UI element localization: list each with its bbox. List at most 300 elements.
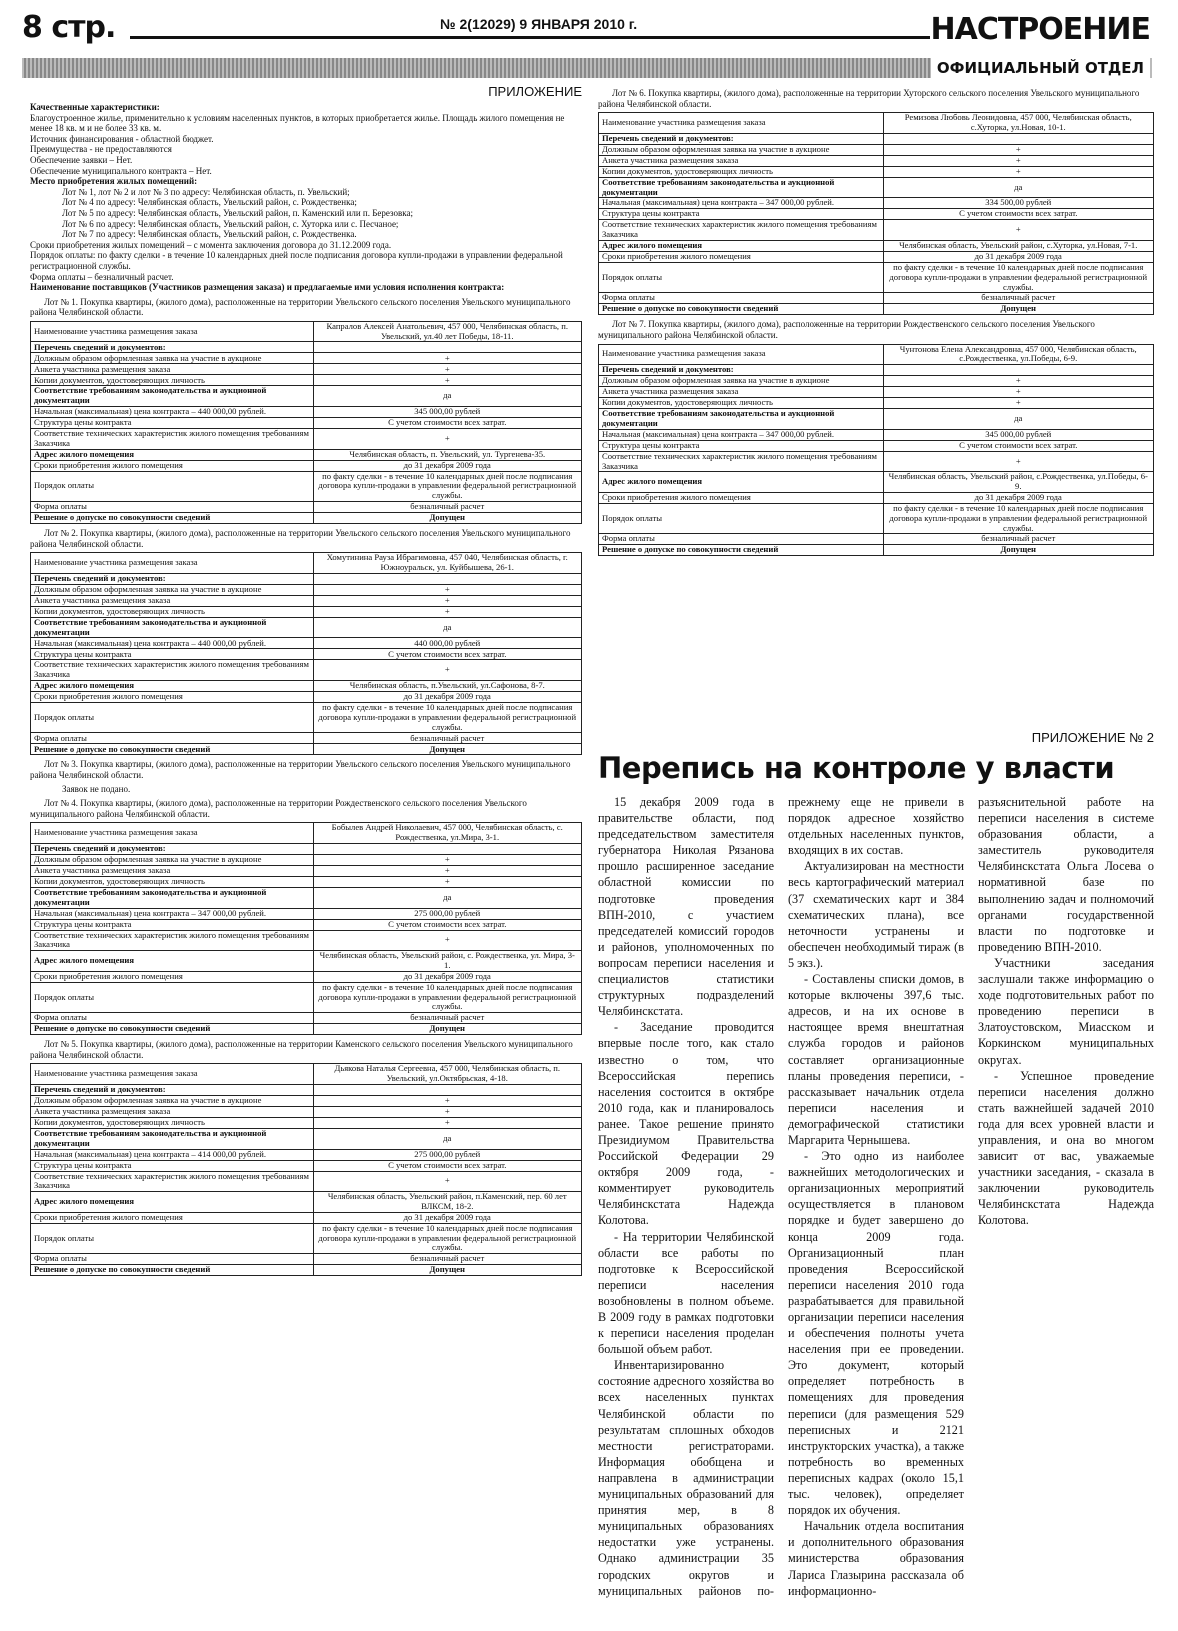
lot-cell-label: Копии документов, удостоверяющих личность <box>599 166 884 177</box>
lot-cell-value: безналичный расчет <box>313 733 582 744</box>
lot-cell-value: Допущен <box>313 1024 582 1035</box>
lot-row <box>31 418 582 429</box>
lot-cell-label: Начальная (максимальная) цена контракта – 414 000,00 рублей. <box>31 1149 314 1160</box>
lot-row <box>599 251 1154 262</box>
lot-row <box>31 638 582 649</box>
lot-row <box>31 502 582 513</box>
quality-text: Благоустроенное жилье, применительно к условиям населенных пунктов, в которых приобретается жилье. Площадь жилого помещения не менее 18 кв. м и не более 33 кв. м. <box>30 112 565 134</box>
funding-text: Источник финансирования - областной бюджет. <box>30 133 214 144</box>
lot-cell-value: + <box>313 353 582 364</box>
header-rule <box>130 36 930 39</box>
lot-cell-label: Соответствие технических характеристик жилого помещения требованиям Заказчика <box>31 660 314 681</box>
lot-cell-value: + <box>883 155 1154 166</box>
lot-cell-value: до 31 декабря 2009 года <box>313 692 582 703</box>
lot-block <box>30 528 582 755</box>
lot-row <box>599 209 1154 220</box>
lot-row <box>599 144 1154 155</box>
place-title: Место приобретения жилых помещений: <box>30 176 198 187</box>
lot-cell-value: С учетом стоимости всех затрат. <box>313 1160 582 1171</box>
bid-security-text: Обеспечение заявки – Нет. <box>30 154 133 165</box>
lot-row <box>599 177 1154 198</box>
lot-cell-label: Соответствие требованиям законодательства и аукционной документации <box>31 1128 314 1149</box>
lot-row <box>31 1095 582 1106</box>
page-number: 8 стр. <box>22 10 116 45</box>
lot-cell-value: до 31 декабря 2009 года <box>883 251 1154 262</box>
lot-cell-label: Соответствие технических характеристик жилого помещения требованиям Заказчика <box>599 220 884 241</box>
lot-cell-label: Сроки приобретения жилого помещения <box>599 492 884 503</box>
lot-cell-label: Порядок оплаты <box>599 262 884 292</box>
lot-cell-value: + <box>883 398 1154 409</box>
lot-row <box>31 744 582 755</box>
lot-table <box>30 552 582 755</box>
lot-cell-label: Копии документов, удостоверяющих личность <box>31 375 314 386</box>
lot-row <box>31 1160 582 1171</box>
lot-row <box>599 492 1154 503</box>
lot-cell-label: Соответствие требованиям законодательства и аукционной документации <box>599 177 884 198</box>
lot-row <box>31 1084 582 1095</box>
lot-row <box>31 429 582 450</box>
appendix-left-column <box>30 84 582 1626</box>
article-paragraph: Начальник отдела воспитания и дополнительного образования министерства образования Лариса Глазырина рассказала об информационно-разъяснительной работе на переписи населения в системе образования области, а заместитель руководителя Челябинскстата Ольга Лосева о нормативной базе по выполнению задач и полномочий органами государственной власти по подготовке и проведению ВПН-2010. <box>788 795 1154 1598</box>
lot-row <box>31 930 582 951</box>
lot-cell-label: Должным образом оформленная заявка на участие в аукционе <box>31 353 314 364</box>
lot-row <box>31 449 582 460</box>
lot-row <box>31 573 582 584</box>
article-paragraph: - Составлены списки домов, в которые включены 397,6 тыс. адресов, и на их основе в настоящее время внештатная служба городов и районов составляет организационные планы проведения переписи, - рассказывает начальник отдела переписи населения и демографической статистики Маргарита Чернышева. <box>788 972 964 1147</box>
article-paragraph: - На территории Челябинской области все работы по подготовке к Всероссийской переписи населения возобновлены в полном объеме. В 2009 году в рамках подготовки к переписи населения проделан большой объем работ. <box>598 1229 774 1357</box>
lot-cell-value: Допущен <box>313 744 582 755</box>
lot-row <box>31 971 582 982</box>
lot-cell-value: по факту сделки - в течение 10 календарных дней после подписания договора купли-продажи в управлении федеральной регистрационной службы. <box>313 471 582 501</box>
lot-cell-label: Соответствие требованиям законодательства и аукционной документации <box>599 409 884 430</box>
lot-cell-value: до 31 декабря 2009 года <box>883 492 1154 503</box>
lot-row <box>599 451 1154 472</box>
lot-row <box>31 876 582 887</box>
lot-row <box>31 595 582 606</box>
lot3-status: Заявок не подано. <box>62 783 131 794</box>
lot-cell-value: 275 000,00 рублей <box>313 908 582 919</box>
lot-row <box>31 908 582 919</box>
lot-cell-value: + <box>313 429 582 450</box>
appendix2-label: ПРИЛОЖЕНИЕ № 2 <box>1031 730 1154 745</box>
lot-cell-label: Сроки приобретения жилого помещения <box>31 460 314 471</box>
lot-cell-label: Структура цены контракта <box>599 440 884 451</box>
lot-cell-label: Структура цены контракта <box>599 209 884 220</box>
lot-cell-label: Порядок оплаты <box>31 1223 314 1253</box>
lot-row <box>599 409 1154 430</box>
lot-block <box>30 798 582 1035</box>
lot-table <box>598 344 1154 557</box>
lot-cell-label: Начальная (максимальная) цена контракта – 440 000,00 рублей. <box>31 638 314 649</box>
lot-row <box>599 220 1154 241</box>
lot-block <box>30 297 582 524</box>
lot-row <box>31 1106 582 1117</box>
lot-cell-value: до 31 декабря 2009 года <box>313 460 582 471</box>
lot-cell-value: 345 000,00 рублей <box>313 407 582 418</box>
privileges-text: Преимущества - не предоставляются <box>30 144 172 155</box>
lot-table <box>598 112 1154 315</box>
lot-cell-value: С учетом стоимости всех затрат. <box>883 209 1154 220</box>
lot-row <box>599 387 1154 398</box>
lot-cell-value: С учетом стоимости всех затрат. <box>313 649 582 660</box>
article-paragraph: Актуализирован на местности весь картографический материал (37 схематических карт и 384 схематических плана), все неточности устранены и обеспечен необходимый тираж (в 5 экз.). <box>788 859 964 970</box>
lot-row <box>31 553 582 574</box>
lot-cell-value: безналичный расчет <box>313 1254 582 1265</box>
lot-cell-label: Решение о допуске по совокупности сведений <box>599 304 884 315</box>
issue-info: № 2(12029) 9 ЯНВАРЯ 2010 г. <box>440 16 638 32</box>
lot-cell-label: Форма оплаты <box>31 1254 314 1265</box>
lot-cell-value: С учетом стоимости всех затрат. <box>313 919 582 930</box>
lot-cell-label: Начальная (максимальная) цена контракта – 347 000,00 рублей. <box>31 908 314 919</box>
lot-cell-label: Анкета участника размещения заказа <box>31 595 314 606</box>
lot-row <box>31 1013 582 1024</box>
lot-row <box>31 407 582 418</box>
lot-intro: Лот № 6. Покупка квартиры, (жилого дома), расположенные на территории Хуторского сельского поселения Увельского муниципального района Челябинской области. <box>598 88 1140 109</box>
appendix-right-column <box>598 84 1154 724</box>
lot-row <box>31 386 582 407</box>
lot-cell-label: Решение о допуске по совокупности сведений <box>31 1024 314 1035</box>
lot-row <box>31 584 582 595</box>
lot-cell-value: Дьякова Наталья Сергеевна, 457 000, Челябинская область, п. Увельский, ул.Октябрьская, 4-18. <box>313 1064 582 1085</box>
lot-cell-label: Сроки приобретения жилого помещения <box>31 692 314 703</box>
terms-text: Сроки приобретения жилых помещений – с момента заключения договора до 31.12.2009 года. <box>30 239 392 250</box>
lot-row <box>31 321 582 342</box>
lot-table <box>30 822 582 1035</box>
lot-row <box>599 545 1154 556</box>
lot-cell-label: Соответствие требованиям законодательства и аукционной документации <box>31 617 314 638</box>
lot-cell-value: 345 000,00 рублей <box>883 429 1154 440</box>
article-paragraph: Участники заседания заслушали также информацию о ходе подготовительных работ по проведению переписи в Златоустовском, Миасском и Коркинском муниципальных округах. <box>978 955 1154 1067</box>
lot-row <box>31 854 582 865</box>
lot-cell-label: Соответствие технических характеристик жилого помещения требованиям Заказчика <box>31 930 314 951</box>
place-item: Лот № 5 по адресу: Челябинская область, Увельский район, п. Каменский или п. Березовка; <box>62 207 413 218</box>
lot-cell-label: Решение о допуске по совокупности сведений <box>31 744 314 755</box>
lot-cell-label: Перечень сведений и документов: <box>31 573 314 584</box>
lot-intro: Лот № 5. Покупка квартиры, (жилого дома), расположенные на территории Каменского сельского поселения Увельского муниципального района Челябинской области. <box>30 1039 573 1060</box>
lot-row <box>31 1117 582 1128</box>
lot-row <box>31 1064 582 1085</box>
article-paragraph: - Заседание проводится впервые после того, как стало известно о том, что Всероссийская перепись населения состоится в октябре 2010 года, как и планировалось ранее. Такое решение принято Президиумом Правительства Российской Федерации 29 октября 2009 года, - комментирует руководитель Челябинскстата Надежда Колотова. <box>598 1020 774 1228</box>
lot-row <box>31 733 582 744</box>
lot-cell-value: Челябинская область, Увельский район, с.Хуторка, ул.Новая, 7-1. <box>883 240 1154 251</box>
lot-cell-label: Копии документов, удостоверяющих личность <box>31 876 314 887</box>
lot-cell-value: безналичный расчет <box>313 1013 582 1024</box>
lot-cell-label: Должным образом оформленная заявка на участие в аукционе <box>599 376 884 387</box>
lot-cell-value: + <box>313 1106 582 1117</box>
place-item: Лот № 6 по адресу: Челябинская область, Увельский район, с. Хуторка или с. Песчаное; <box>62 218 399 229</box>
lot-row <box>599 472 1154 493</box>
lot-cell-label: Порядок оплаты <box>599 503 884 533</box>
lot-row <box>599 440 1154 451</box>
payment-form-text: Форма оплаты – безналичный расчет. <box>30 271 174 282</box>
lot-row <box>31 703 582 733</box>
lot-cell-label: Наименование участника размещения заказа <box>599 344 884 365</box>
article-paragraph: - Это одно из наиболее важнейших методологических и организационных мероприятий осуществляется в плановом порядке и будет завершено до конца 2009 года. Организационный план проведения Всероссийской переписи населения 2010 года разрабатывается для правильной организации переписи населения и обеспечения полноты учета населения при ее проведении. Это документ, который определяет потребность в помещениях для проведения переписи (для размещения 529 переписных и 2121 инструкторских участка), а также потребность во временных переписных кадрах (около 15,1 тыс. человек), определяет порядок их обучения. <box>788 1149 964 1518</box>
lot-row <box>31 649 582 660</box>
lot-cell-value: безналичный расчет <box>883 293 1154 304</box>
lot-cell-label: Форма оплаты <box>599 293 884 304</box>
lot-cell-value: + <box>313 930 582 951</box>
lot-cell-label: Анкета участника размещения заказа <box>31 364 314 375</box>
lot-row <box>31 1212 582 1223</box>
lot-cell-value: + <box>883 387 1154 398</box>
lot-cell-value: + <box>883 376 1154 387</box>
lot-cell-value: Допущен <box>883 304 1154 315</box>
lot-row <box>31 660 582 681</box>
lot-cell-label: Наименование участника размещения заказа <box>31 823 314 844</box>
lot-cell-value: до 31 декабря 2009 года <box>313 971 582 982</box>
lot-cell-value <box>313 1084 582 1095</box>
lot-cell-value: + <box>313 1117 582 1128</box>
lot-cell-value: Бобылев Андрей Николаевич, 457 000, Челябинская область, с. Рождественка, ул.Мира, 3-1. <box>313 823 582 844</box>
lot-cell-label: Соответствие технических характеристик жилого помещения требованиям Заказчика <box>31 429 314 450</box>
lot-row <box>31 364 582 375</box>
payment-order-text: Порядок оплаты: по факту сделки - в течение 10 календарных дней после подписания договора купли-продажи в управлении федеральной регистрационной службы. <box>30 250 563 271</box>
lot-cell-label: Перечень сведений и документов: <box>599 365 884 376</box>
lot-cell-value: С учетом стоимости всех затрат. <box>313 418 582 429</box>
newspaper-brand: НАСТРОЕНИЕ <box>930 12 1150 47</box>
lot-cell-value <box>313 843 582 854</box>
article-paragraph: - Успешное проведение переписи населения должно стать важнейшей задачей 2010 года для всех уровней власти и управления, и она во многом зависит от вас, уважаемые участники заседания, - сказала в заключении руководитель Челябинскстата Надежда Колотова. <box>978 1068 1154 1228</box>
lot-cell-value <box>313 573 582 584</box>
lot-cell-label: Сроки приобретения жилого помещения <box>599 251 884 262</box>
lot-cell-label: Соответствие требованиям законодательства и аукционной документации <box>31 887 314 908</box>
lot-cell-label: Наименование участника размещения заказа <box>31 321 314 342</box>
lot-row <box>599 534 1154 545</box>
lot-cell-label: Структура цены контракта <box>31 649 314 660</box>
lot-cell-label: Структура цены контракта <box>31 418 314 429</box>
lot-cell-label: Должным образом оформленная заявка на участие в аукционе <box>31 584 314 595</box>
contract-security-text: Обеспечение муниципального контракта – Нет. <box>30 165 212 176</box>
lot-cell-label: Анкета участника размещения заказа <box>31 1106 314 1117</box>
lot-row <box>599 198 1154 209</box>
lot-cell-label: Адрес жилого помещения <box>31 449 314 460</box>
lot-row <box>31 606 582 617</box>
lot-cell-value: Капралов Алексей Анатольевич, 457 000, Челябинская область, п. Увельский, ул.40 лет Победы, 18-11. <box>313 321 582 342</box>
lot-cell-label: Адрес жилого помещения <box>31 951 314 972</box>
lot-cell-value: по факту сделки - в течение 10 календарных дней после подписания договора купли-продажи в управлении федеральной регистрационной службы. <box>313 1223 582 1253</box>
place-item: Лот № 1, лот № 2 и лот № 3 по адресу: Челябинская область, п. Увельский; <box>62 186 350 197</box>
lot-cell-value: Челябинская область, п. Увельский, ул. Тургенева-35. <box>313 449 582 460</box>
lot-cell-label: Наименование участника размещения заказа <box>31 553 314 574</box>
lot-row <box>31 919 582 930</box>
lot-cell-label: Перечень сведений и документов: <box>31 1084 314 1095</box>
lot-cell-value: Челябинская область, Увельский район, с.Рождественка, ул.Победы, 6-9. <box>883 472 1154 493</box>
lot-row <box>31 1223 582 1253</box>
lot-cell-value: да <box>313 887 582 908</box>
lot-row <box>31 1024 582 1035</box>
lot-row <box>31 843 582 854</box>
lot-row <box>599 262 1154 292</box>
lot-cell-value: безналичный расчет <box>313 502 582 513</box>
lot-cell-label: Перечень сведений и документов: <box>599 133 884 144</box>
lot-row <box>31 681 582 692</box>
lot-cell-label: Сроки приобретения жилого помещения <box>31 1212 314 1223</box>
lot-row <box>599 113 1154 134</box>
lot-cell-value: + <box>313 660 582 681</box>
lot-row <box>599 133 1154 144</box>
lot-cell-value <box>883 365 1154 376</box>
article-body <box>598 794 1154 1614</box>
lot-row <box>31 1254 582 1265</box>
lot-cell-label: Должным образом оформленная заявка на участие в аукционе <box>31 854 314 865</box>
lot-row <box>31 692 582 703</box>
lot-cell-value: Допущен <box>313 513 582 524</box>
article-title: Перепись на контроле у власти <box>598 751 1115 785</box>
lot-row <box>599 304 1154 315</box>
lot-cell-value: по факту сделки - в течение 10 календарных дней после подписания договора купли-продажи в управлении федеральной регистрационной службы. <box>313 703 582 733</box>
lot-block <box>598 88 1154 315</box>
place-item: Лот № 7 по адресу: Челябинская область, Увельский район, с. Рождественка. <box>62 229 357 240</box>
lot-cell-label: Соответствие технических характеристик жилого помещения требованиям Заказчика <box>599 451 884 472</box>
lot-cell-value: 275 000,00 рублей <box>313 1149 582 1160</box>
lot-table <box>30 1063 582 1276</box>
lot-cell-value: + <box>883 220 1154 241</box>
lot-row <box>599 503 1154 533</box>
lot-row <box>31 823 582 844</box>
lot-cell-value: + <box>313 854 582 865</box>
appendix-label: ПРИЛОЖЕНИЕ <box>488 84 582 99</box>
lot-cell-label: Форма оплаты <box>31 1013 314 1024</box>
lot-cell-value: + <box>313 1095 582 1106</box>
lot-cell-label: Адрес жилого помещения <box>31 681 314 692</box>
lot-intro: Лот № 7. Покупка квартиры, (жилого дома), расположенные на территории Рождественского сельского поселения Увельского муниципального района Челябинской области. <box>598 319 1095 340</box>
lot-row <box>31 982 582 1012</box>
lot-intro: Лот № 2. Покупка квартиры, (жилого дома), расположенные на территории Увельского сельского поселения Увельского муниципального района Челябинской области. <box>30 528 571 549</box>
lot-intro: Лот № 1. Покупка квартиры, (жилого дома), расположенные на территории Увельского сельского поселения Увельского муниципального района Челябинской области. <box>30 296 571 318</box>
lot-cell-value: да <box>313 1128 582 1149</box>
lot-cell-label: Должным образом оформленная заявка на участие в аукционе <box>599 144 884 155</box>
lot-cell-label: Форма оплаты <box>599 534 884 545</box>
lot-cell-value: Челябинская область, п.Увельский, ул.Сафонова, 8-7. <box>313 681 582 692</box>
lot-row <box>31 513 582 524</box>
lot-cell-value: 440 000,00 рублей <box>313 638 582 649</box>
lot-cell-label: Соответствие требованиям законодательства и аукционной документации <box>31 386 314 407</box>
lot-row <box>31 1128 582 1149</box>
lot-cell-value: С учетом стоимости всех затрат. <box>883 440 1154 451</box>
lot-cell-value: + <box>883 166 1154 177</box>
lot-cell-value: + <box>313 595 582 606</box>
lot-cell-label: Должным образом оформленная заявка на участие в аукционе <box>31 1095 314 1106</box>
lot-cell-value: + <box>313 584 582 595</box>
lot-row <box>31 1192 582 1213</box>
lot-cell-label: Адрес жилого помещения <box>599 240 884 251</box>
lot-cell-value: + <box>313 1171 582 1192</box>
lot-cell-value: Хомутинина Рауза Ибрагимовна, 457 040, Челябинская область, г. Южноуральск, ул. Куйбышева, 26-1. <box>313 553 582 574</box>
census-article <box>598 730 1154 1626</box>
lot-cell-value: Допущен <box>313 1265 582 1276</box>
lot3-note: Лот № 3. Покупка квартиры, (жилого дома), расположенные на территории Увельского сельского поселения Увельского муниципального района Челябинской области. <box>30 759 571 780</box>
lot-cell-value: по факту сделки - в течение 10 календарных дней после подписания договора купли-продажи в управлении федеральной регистрационной службы. <box>883 262 1154 292</box>
lot-cell-label: Форма оплаты <box>31 733 314 744</box>
lot-row <box>31 951 582 972</box>
lot-cell-label: Анкета участника размещения заказа <box>599 155 884 166</box>
lot-cell-label: Анкета участника размещения заказа <box>599 387 884 398</box>
lot-cell-label: Перечень сведений и документов: <box>31 342 314 353</box>
lot-cell-label: Сроки приобретения жилого помещения <box>31 971 314 982</box>
lot-row <box>31 617 582 638</box>
lot-block <box>598 319 1154 556</box>
lot-cell-label: Анкета участника размещения заказа <box>31 865 314 876</box>
lot-cell-label: Структура цены контракта <box>31 919 314 930</box>
lot-cell-label: Порядок оплаты <box>31 982 314 1012</box>
lot-row <box>599 398 1154 409</box>
lot-row <box>599 429 1154 440</box>
lot-cell-value: по факту сделки - в течение 10 календарных дней после подписания договора купли-продажи в управлении федеральной регистрационной службы. <box>883 503 1154 533</box>
lot-cell-value: + <box>313 364 582 375</box>
lot-row <box>31 865 582 876</box>
lot-block <box>30 1039 582 1276</box>
lot-row <box>31 460 582 471</box>
lot-row <box>31 1149 582 1160</box>
lot-cell-value: безналичный расчет <box>883 534 1154 545</box>
quality-title: Качественные характеристики: <box>30 102 160 112</box>
lot-row <box>599 166 1154 177</box>
lot-table <box>30 321 582 524</box>
article-paragraph: 15 декабря 2009 года в правительстве области, под председательством заместителя губернатора Николая Рязанова прошло расширенное заседание областной комиссии по подготовке проведения ВПН-2010, с участием председателей комиссий городов и районов, уполномоченных по вопросам переписи населения и специалистов статистики структурных подразделений Челябинскстата. <box>598 795 774 1019</box>
article-paragraph: Инвентаризированно состояние адресного хозяйства во всех населенных пунктах Челябинской области по результатам сплошных обходов местности регистраторами. Информация обобщена и направлена в администрации муниципальных образований для принятия мер, в 8 муниципальных образованиях недостатки уже устранены. Однако администрации 35 городских округов и муниципальных районов по-прежнему еще не привели в порядок адресное хозяйство отдельных населенных пунктов, входящих в их состав. <box>598 795 964 1598</box>
lot-cell-label: Начальная (максимальная) цена контракта – 347 000,00 рублей. <box>599 198 884 209</box>
lot-cell-value: + <box>313 865 582 876</box>
lot-row <box>599 293 1154 304</box>
lot-cell-label: Начальная (максимальная) цена контракта – 440 000,00 рублей. <box>31 407 314 418</box>
lot-cell-value: да <box>883 177 1154 198</box>
lot-cell-label: Структура цены контракта <box>31 1160 314 1171</box>
lot-cell-label: Решение о допуске по совокупности сведений <box>31 513 314 524</box>
lot-row <box>31 887 582 908</box>
page-header <box>0 0 1178 80</box>
lot-cell-label: Форма оплаты <box>31 502 314 513</box>
lot-row <box>31 471 582 501</box>
lot-cell-label: Решение о допуске по совокупности сведений <box>31 1265 314 1276</box>
lot-cell-label: Наименование участника размещения заказа <box>31 1064 314 1085</box>
lot-cell-value: да <box>313 617 582 638</box>
lot-cell-value: по факту сделки - в течение 10 календарных дней после подписания договора купли-продажи в управлении федеральной регистрационной службы. <box>313 982 582 1012</box>
lot-cell-value: Челябинская область, Увельский район, с. Рождественка, ул. Мира, 3-1. <box>313 951 582 972</box>
lot-cell-value: + <box>313 606 582 617</box>
lot-cell-value: да <box>883 409 1154 430</box>
lot-cell-value: Челябинская область, Увельский район, п.Каменский, пер. 60 лет ВЛКСМ, 18-2. <box>313 1192 582 1213</box>
lot-cell-label: Копии документов, удостоверяющих личность <box>31 1117 314 1128</box>
lot-cell-value: + <box>313 375 582 386</box>
lot-intro: Лот № 4. Покупка квартиры, (жилого дома), расположенные на территории Рождественского сельского поселения Увельского муниципального района Челябинской области. <box>30 798 527 819</box>
lot-row <box>31 1265 582 1276</box>
lot-cell-value <box>313 342 582 353</box>
lot-row <box>599 155 1154 166</box>
lot-cell-label: Копии документов, удостоверяющих личность <box>599 398 884 409</box>
section-title: ОФИЦИАЛЬНЫЙ ОТДЕЛ <box>931 58 1150 78</box>
lot-cell-label: Начальная (максимальная) цена контракта – 347 000,00 рублей. <box>599 429 884 440</box>
lot-row <box>31 353 582 364</box>
lot-row <box>599 365 1154 376</box>
lot-cell-label: Порядок оплаты <box>31 471 314 501</box>
lot-cell-value: Ремизова Любовь Леонидовна, 457 000, Челябинская область, с.Хуторка, ул.Новая, 10-1. <box>883 113 1154 134</box>
lot-row <box>599 344 1154 365</box>
lot-row <box>599 240 1154 251</box>
lot-cell-value: + <box>313 876 582 887</box>
lot-row <box>31 1171 582 1192</box>
place-item: Лот № 4 по адресу: Челябинская область, Увельский район, с. Рождественка; <box>62 197 357 208</box>
lot-cell-value: + <box>883 451 1154 472</box>
lot-cell-label: Решение о допуске по совокупности сведений <box>599 545 884 556</box>
lot-row <box>31 342 582 353</box>
lot-cell-label: Копии документов, удостоверяющих личность <box>31 606 314 617</box>
lot-cell-value: до 31 декабря 2009 года <box>313 1212 582 1223</box>
lot-cell-label: Адрес жилого помещения <box>31 1192 314 1213</box>
lot-cell-label: Наименование участника размещения заказа <box>599 113 884 134</box>
lot-row <box>31 375 582 386</box>
lot-cell-label: Порядок оплаты <box>31 703 314 733</box>
